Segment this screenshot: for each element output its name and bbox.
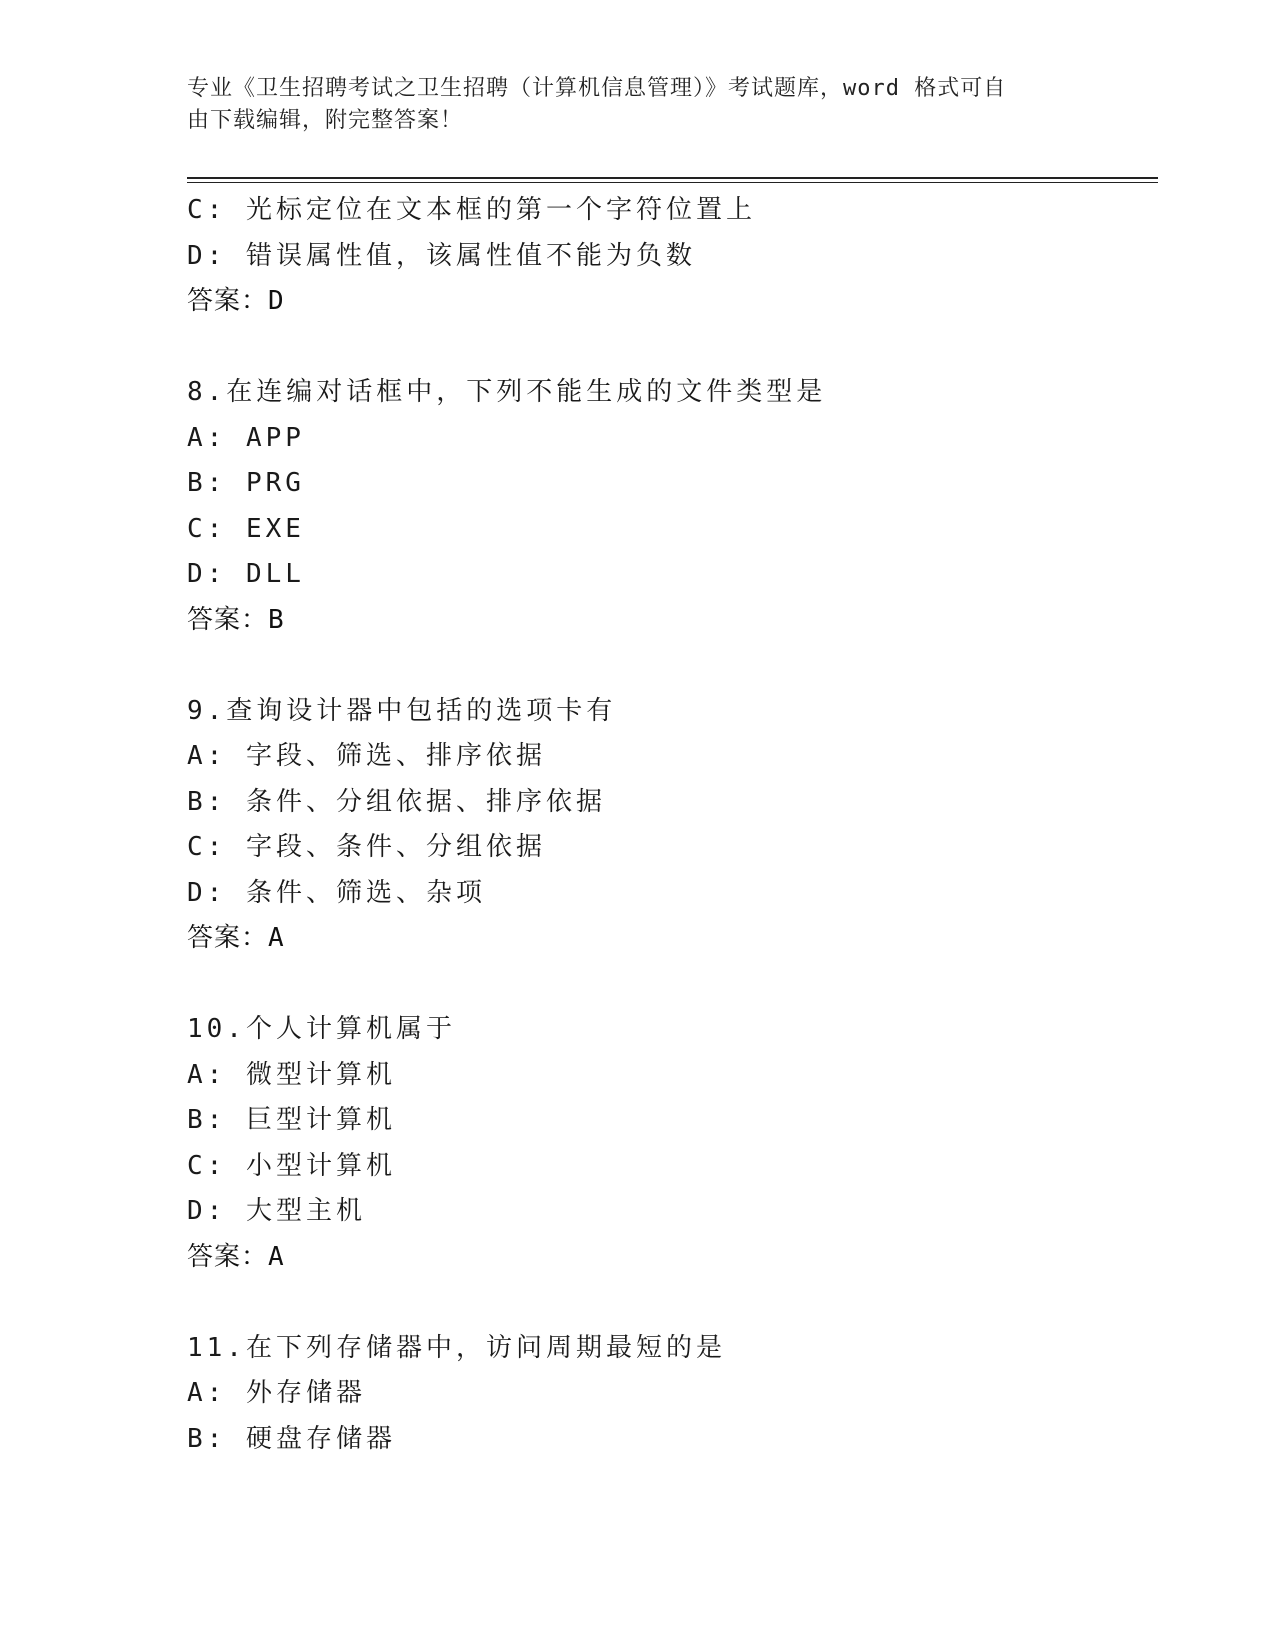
option-a: A: 字段、筛选、排序依据	[187, 741, 546, 771]
spacer	[187, 643, 1147, 689]
header-rule-thin	[187, 182, 1158, 183]
option-c: C: 字段、条件、分组依据	[187, 832, 546, 862]
option-a: A: 微型计算机	[187, 1059, 396, 1090]
spacer	[187, 1280, 1147, 1326]
spacer	[187, 325, 1147, 371]
option-a: A: APP	[187, 422, 305, 453]
header-line-1: 专业《卫生招聘考试之卫生招聘（计算机信息管理）》考试题库，word 格式可自	[187, 76, 1007, 101]
option-b: B: 条件、分组依据、排序依据	[187, 786, 606, 817]
option-c: C: EXE	[187, 513, 305, 544]
header-rule-thick	[187, 177, 1158, 179]
document-header	[187, 73, 1087, 137]
option-d: D: 条件、筛选、杂项	[187, 877, 486, 908]
question-content	[187, 188, 1147, 1462]
option-d: D: DLL	[187, 559, 305, 589]
answer-line: 答案：A	[187, 1241, 285, 1272]
option-c: C: 小型计算机	[187, 1150, 396, 1181]
option-c: C: 光标定位在文本框的第一个字符位置上	[187, 195, 756, 225]
answer-line: 答案：A	[187, 923, 285, 953]
option-b: B: PRG	[187, 468, 305, 498]
header-line-2: 由下载编辑，附完整答案！	[187, 108, 464, 133]
option-d: D: 大型主机	[187, 1196, 366, 1226]
answer-line: 答案：D	[187, 286, 285, 316]
option-b: B: 硬盘存储器	[187, 1423, 396, 1454]
answer-line: 答案：B	[187, 604, 285, 635]
option-a: A: 外存储器	[187, 1378, 366, 1408]
option-d: D: 错误属性值，该属性值不能为负数	[187, 240, 696, 271]
spacer	[187, 962, 1147, 1008]
option-b: B: 巨型计算机	[187, 1105, 396, 1135]
question-stem: 8.在连编对话框中，下列不能生成的文件类型是	[187, 377, 827, 407]
question-stem: 11.在下列存储器中，访问周期最短的是	[187, 1332, 726, 1363]
question-stem: 10.个人计算机属于	[187, 1014, 456, 1044]
question-stem: 9.查询设计器中包括的选项卡有	[187, 695, 617, 726]
